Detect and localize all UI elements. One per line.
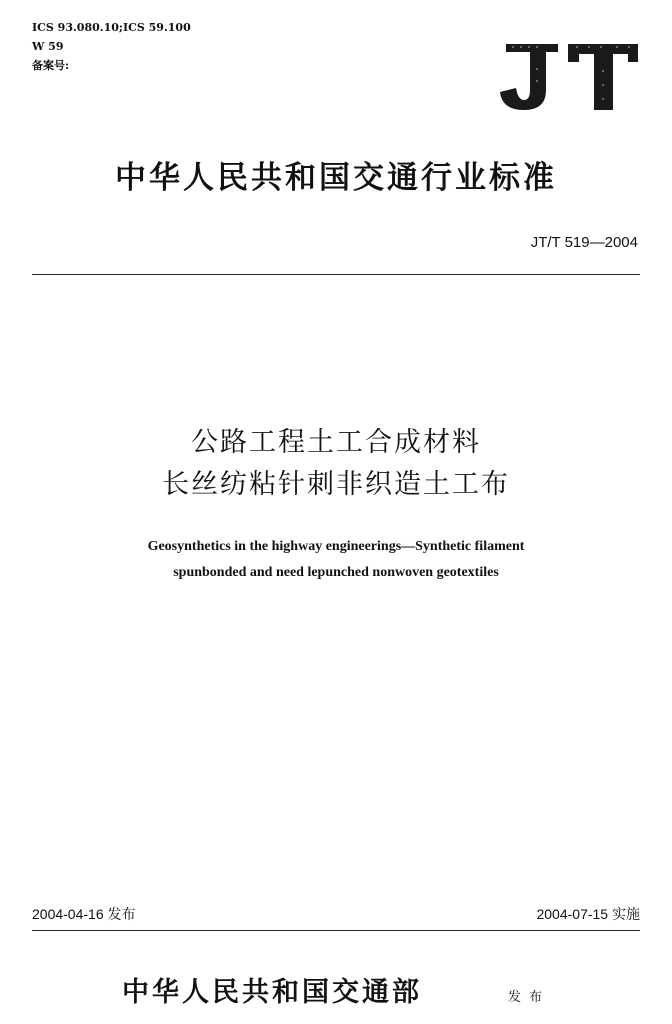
standard-number: JT/T 519—2004: [530, 234, 638, 251]
implementation-date: 2004-07-15 实施: [536, 906, 640, 922]
record-number: 备案号:: [32, 59, 70, 72]
category-code: W 59: [32, 40, 64, 53]
jt-logo: [492, 40, 642, 114]
document-title-line-1: 公路工程土工合成材料: [191, 427, 481, 458]
english-title-line-2: spunbonded and need lepunched nonwoven geotextiles: [173, 565, 499, 580]
bottom-rule: [32, 930, 640, 931]
issuer-name: 中华人民共和国交通部: [122, 977, 422, 1008]
standard-title: 中华人民共和国交通行业标准: [115, 160, 557, 196]
header-meta: [32, 18, 191, 75]
ics-code: ICS 93.080.10;ICS 59.100: [32, 21, 191, 34]
top-rule: [32, 274, 640, 275]
issuer-suffix: 发 布: [508, 990, 545, 1005]
issue-date: 2004-04-16 发布: [32, 906, 136, 922]
english-title-line-1: Geosynthetics in the highway engineerings—Synthetic filament: [147, 539, 525, 554]
jt-logo-graphic: [492, 40, 642, 114]
document-title-line-2: 长丝纺粘针刺非织造土工布: [162, 469, 510, 500]
